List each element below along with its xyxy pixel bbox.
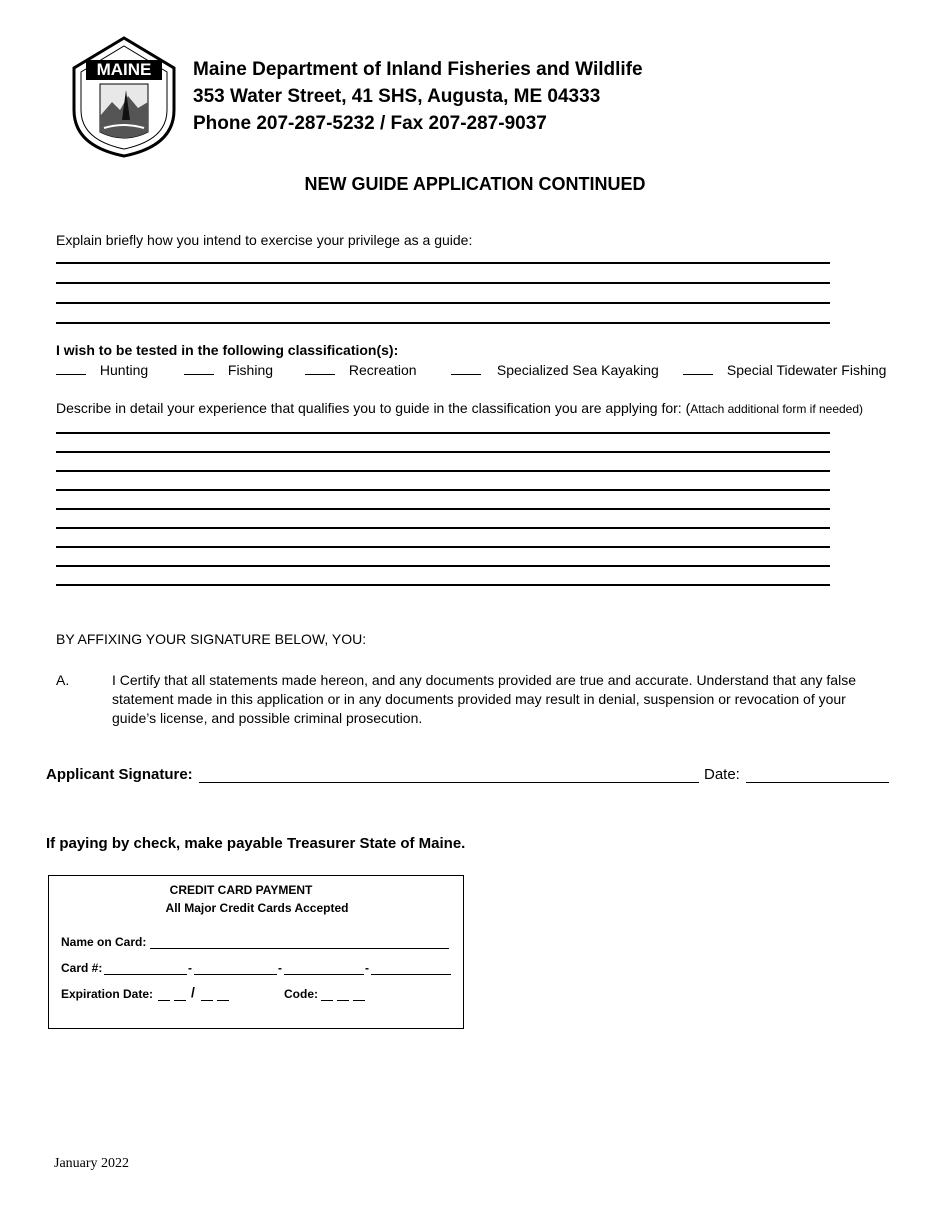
maine-ifw-logo xyxy=(70,36,178,158)
logo-wordmark: MAINE xyxy=(96,60,152,79)
certification-item-text: I Certify that all statements made hereon, and any documents provided are true and accurate. Understand that any false statement made in this application or in any documents provided may result in denial, suspension or revocation of your guide’s license, and possible criminal prosecution. xyxy=(112,672,856,726)
card-number-label: Card #: xyxy=(61,961,103,975)
experience-answer-line[interactable] xyxy=(56,565,830,567)
classification-checkline[interactable] xyxy=(305,362,335,375)
signature-field[interactable] xyxy=(199,782,699,783)
classification-checkline[interactable] xyxy=(184,362,214,375)
intent-answer-line[interactable] xyxy=(56,322,830,324)
org-phone-fax: Phone 207-287-5232 / Fax 207-287-9037 xyxy=(193,113,547,134)
org-name: Maine Department of Inland Fisheries and Wildlife xyxy=(193,59,643,80)
classification-fishing[interactable] xyxy=(184,362,273,378)
form-revision-date: January 2022 xyxy=(54,1156,130,1171)
card-number-separator: - xyxy=(365,961,369,975)
date-label: Date: xyxy=(704,766,740,783)
card-number-group-3[interactable] xyxy=(284,974,364,975)
experience-prompt xyxy=(56,400,863,416)
experience-answer-line[interactable] xyxy=(56,527,830,529)
classification-tidewater-fishing[interactable] xyxy=(683,362,886,378)
experience-note: Attach additional form if needed) xyxy=(690,402,864,416)
classification-checkline[interactable] xyxy=(451,362,481,375)
classification-label: Special Tidewater Fishing xyxy=(726,362,887,378)
experience-answer-line[interactable] xyxy=(56,489,830,491)
credit-card-subtitle: All Major Credit Cards Accepted xyxy=(165,901,349,915)
classification-recreation[interactable] xyxy=(305,362,417,378)
classification-hunting[interactable] xyxy=(56,362,148,378)
card-number-group-1[interactable] xyxy=(104,974,187,975)
experience-answer-line[interactable] xyxy=(56,451,830,453)
security-code-label: Code: xyxy=(284,987,318,1001)
security-code-digit[interactable] xyxy=(321,1000,333,1001)
signature-label: Applicant Signature: xyxy=(46,766,193,783)
classification-label: Recreation xyxy=(348,362,417,378)
credit-card-title: CREDIT CARD PAYMENT xyxy=(169,883,313,897)
experience-answer-line[interactable] xyxy=(56,546,830,548)
classification-label: Fishing xyxy=(227,362,274,378)
expiration-date-label: Expiration Date: xyxy=(61,987,154,1001)
expiration-year-digit[interactable] xyxy=(201,1000,213,1001)
experience-answer-line[interactable] xyxy=(56,584,830,586)
intent-prompt: Explain briefly how you intend to exercise your privilege as a guide: xyxy=(56,232,473,248)
experience-answer-line[interactable] xyxy=(56,432,830,434)
intent-answer-line[interactable] xyxy=(56,262,830,264)
name-on-card-label: Name on Card: xyxy=(61,935,147,949)
intent-answer-line[interactable] xyxy=(56,302,830,304)
expiration-month-digit[interactable] xyxy=(158,1000,170,1001)
card-number-group-4[interactable] xyxy=(371,974,451,975)
experience-answer-line[interactable] xyxy=(56,508,830,510)
certification-item-letter: A. xyxy=(56,672,70,688)
classification-label: Specialized Sea Kayaking xyxy=(496,362,659,378)
classification-checkline[interactable] xyxy=(683,362,713,375)
security-code-digit[interactable] xyxy=(337,1000,349,1001)
intent-answer-line[interactable] xyxy=(56,282,830,284)
classification-label: Hunting xyxy=(99,362,149,378)
card-number-separator: - xyxy=(278,961,282,975)
shield-emblem-icon xyxy=(70,36,178,158)
credit-card-payment-box xyxy=(48,875,464,1029)
experience-answer-line[interactable] xyxy=(56,470,830,472)
card-number-separator: - xyxy=(188,961,192,975)
certification-heading: BY AFFIXING YOUR SIGNATURE BELOW, YOU: xyxy=(56,631,367,647)
form-title: NEW GUIDE APPLICATION CONTINUED xyxy=(304,174,646,194)
experience-prompt-text: Describe in detail your experience that qualifies you to guide in the classification you are applying for: ( xyxy=(56,400,691,416)
classification-sea-kayaking[interactable] xyxy=(451,362,659,378)
date-field[interactable] xyxy=(746,782,889,783)
check-payable-note: If paying by check, make payable Treasurer State of Maine. xyxy=(46,835,466,852)
classification-checkline[interactable] xyxy=(56,362,86,375)
name-on-card-field[interactable] xyxy=(150,948,449,949)
card-number-group-2[interactable] xyxy=(194,974,277,975)
expiration-slash: / xyxy=(191,984,195,1000)
org-address: 353 Water Street, 41 SHS, Augusta, ME 04333 xyxy=(193,86,601,107)
expiration-year-digit[interactable] xyxy=(217,1000,229,1001)
classification-heading: I wish to be tested in the following classification(s): xyxy=(56,342,399,358)
security-code-digit[interactable] xyxy=(353,1000,365,1001)
expiration-month-digit[interactable] xyxy=(174,1000,186,1001)
